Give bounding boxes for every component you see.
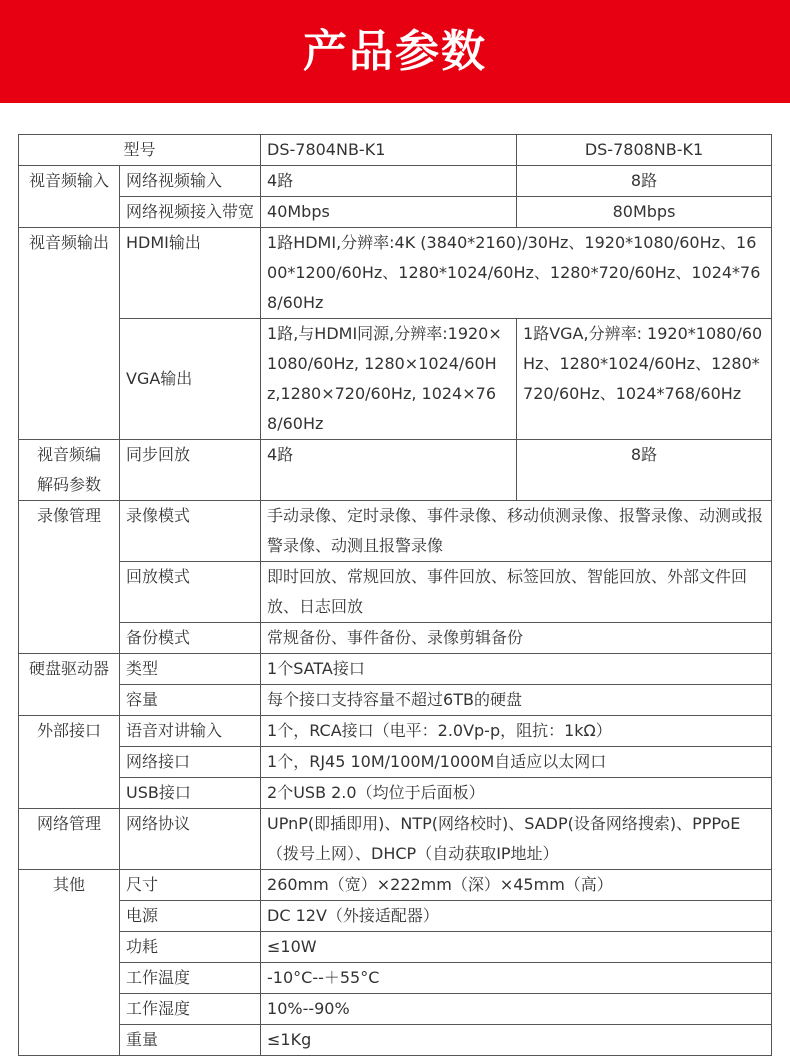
row-label: HDMI输出 (120, 228, 261, 319)
value-cell: 1路,与HDMI同源,分辨率:1920×1080/60Hz, 1280×1024/60Hz,1280×720/60Hz, 1024×768/60Hz (261, 319, 517, 440)
value-cell: 8路 (517, 166, 772, 197)
category-cell: 录像管理 (19, 501, 120, 654)
value-cell: 8路 (517, 440, 772, 501)
header-model-1: DS-7804NB-K1 (261, 135, 517, 166)
category-cell: 其他 (19, 870, 120, 1056)
value-cell: 1个，RJ45 10M/100M/1000M自适应以太网口 (261, 747, 772, 778)
table-row (19, 963, 772, 994)
row-label: 语音对讲输入 (120, 716, 261, 747)
value-cell: ≤1Kg (261, 1025, 772, 1056)
table-row (19, 778, 772, 809)
row-label: 同步回放 (120, 440, 261, 501)
table-row (19, 716, 772, 747)
row-label: 重量 (120, 1025, 261, 1056)
spec-table (18, 134, 772, 1056)
row-label: 类型 (120, 654, 261, 685)
table-row (19, 870, 772, 901)
value-cell: 80Mbps (517, 197, 772, 228)
category-cell: 外部接口 (19, 716, 120, 809)
table-row (19, 747, 772, 778)
value-cell: -10°C--＋55°C (261, 963, 772, 994)
table-row (19, 809, 772, 870)
value-cell: 10%--90% (261, 994, 772, 1025)
header-banner (0, 0, 790, 103)
page-title: 产品参数 (303, 26, 487, 77)
value-cell: DC 12V（外接适配器） (261, 901, 772, 932)
row-label: 网络协议 (120, 809, 261, 870)
table-row (19, 228, 772, 319)
value-cell: ≤10W (261, 932, 772, 963)
row-label: 回放模式 (120, 562, 261, 623)
table-row (19, 623, 772, 654)
row-label: VGA输出 (120, 319, 261, 440)
value-cell: 260mm（宽）×222mm（深）×45mm（高） (261, 870, 772, 901)
value-cell: 常规备份、事件备份、录像剪辑备份 (261, 623, 772, 654)
value-cell: 4路 (261, 440, 517, 501)
value-cell: 1路HDMI,分辨率:4K (3840*2160)/30Hz、1920*1080/60Hz、1600*1200/60Hz、1280*1024/60Hz、1280*720/60Hz、1024*768/60Hz (261, 228, 772, 319)
table-row (19, 1025, 772, 1056)
table-row (19, 501, 772, 562)
row-label: 尺寸 (120, 870, 261, 901)
row-label: 网络视频接入带宽 (120, 197, 261, 228)
table-row (19, 440, 772, 501)
value-cell: 4路 (261, 166, 517, 197)
row-label: 电源 (120, 901, 261, 932)
row-label: 工作湿度 (120, 994, 261, 1025)
table-row (19, 994, 772, 1025)
value-cell: 即时回放、常规回放、事件回放、标签回放、智能回放、外部文件回放、日志回放 (261, 562, 772, 623)
table-row (19, 166, 772, 197)
row-label: 网络接口 (120, 747, 261, 778)
row-label: 备份模式 (120, 623, 261, 654)
header-model-label: 型号 (19, 135, 261, 166)
row-label: USB接口 (120, 778, 261, 809)
value-cell: 2个USB 2.0（均位于后面板） (261, 778, 772, 809)
value-cell: 每个接口支持容量不超过6TB的硬盘 (261, 685, 772, 716)
category-cell: 硬盘驱动器 (19, 654, 120, 716)
value-cell: 1路VGA,分辨率: 1920*1080/60Hz、1280*1024/60Hz、1280*720/60Hz、1024*768/60Hz (517, 319, 772, 440)
value-cell: 40Mbps (261, 197, 517, 228)
category-cell: 视音频输出 (19, 228, 120, 440)
category-cell: 视音频输入 (19, 166, 120, 228)
table-row (19, 685, 772, 716)
table-row (19, 654, 772, 685)
table-row (19, 319, 772, 440)
table-row (19, 932, 772, 963)
row-label: 网络视频输入 (120, 166, 261, 197)
table-row (19, 197, 772, 228)
table-row (19, 135, 772, 166)
category-cell: 网络管理 (19, 809, 120, 870)
row-label: 功耗 (120, 932, 261, 963)
row-label: 工作温度 (120, 963, 261, 994)
header-model-2: DS-7808NB-K1 (517, 135, 772, 166)
value-cell: 1个，RCA接口（电平：2.0Vp-p，阻抗：1kΩ） (261, 716, 772, 747)
row-label: 容量 (120, 685, 261, 716)
table-row (19, 901, 772, 932)
table-row (19, 562, 772, 623)
value-cell: 1个SATA接口 (261, 654, 772, 685)
value-cell: 手动录像、定时录像、事件录像、移动侦测录像、报警录像、动测或报警录像、动测且报警录像 (261, 501, 772, 562)
value-cell: UPnP(即插即用)、NTP(网络校时)、SADP(设备网络搜索)、PPPoE（拨号上网）、DHCP（自动获取IP地址） (261, 809, 772, 870)
row-label: 录像模式 (120, 501, 261, 562)
category-cell: 视音频编解码参数 (19, 440, 120, 501)
